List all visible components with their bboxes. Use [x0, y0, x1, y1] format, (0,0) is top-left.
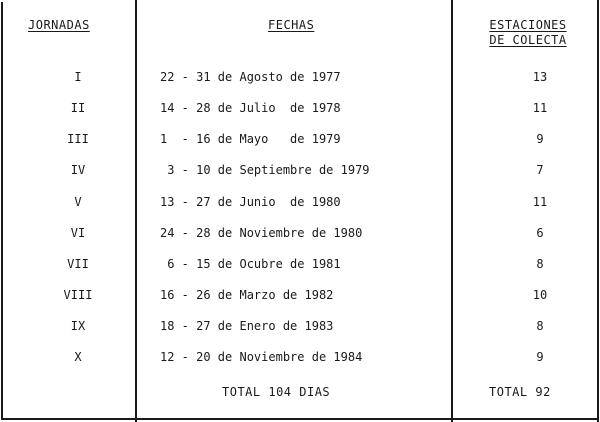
table-row-jornada: VIII	[63, 288, 93, 302]
table-row-fecha: 1 - 16 de Mayo de 1979	[160, 132, 341, 146]
table-row-estaciones: 9	[536, 350, 544, 364]
table-row-estaciones: 10	[532, 288, 548, 302]
table-row-estaciones: 11	[532, 195, 548, 209]
table-row-jornada: VII	[67, 257, 89, 271]
table-border-right	[597, 0, 599, 422]
table-row-fecha: 3 - 10 de Septiembre de 1979	[160, 163, 370, 177]
table-row-estaciones: 11	[532, 101, 548, 115]
table-row-fecha: 24 - 28 de Noviembre de 1980	[160, 226, 363, 240]
table-row-jornada: X	[74, 350, 82, 364]
header-estaciones-line2: DE COLECTA	[489, 33, 567, 47]
table-row-jornada: I	[74, 70, 82, 84]
table-row-jornada: IV	[70, 163, 86, 177]
table-border-bottom	[1, 418, 599, 420]
table-row-jornada: II	[70, 101, 86, 115]
table-row-estaciones: 9	[536, 132, 544, 146]
column-divider-jornadas	[135, 0, 137, 422]
header-fechas: FECHAS	[268, 18, 315, 32]
table-row-fecha: 18 - 27 de Enero de 1983	[160, 319, 334, 333]
table-row-jornada: V	[74, 195, 82, 209]
total-dias: TOTAL 104 DIAS	[222, 385, 331, 399]
table-row-estaciones: 6	[536, 226, 544, 240]
table-row-fecha: 12 - 20 de Noviembre de 1984	[160, 350, 363, 364]
table-row-fecha: 14 - 28 de Julio de 1978	[160, 101, 341, 115]
table-row-estaciones: 7	[536, 163, 544, 177]
table-row-estaciones: 8	[536, 257, 544, 271]
table-row-fecha: 22 - 31 de Agosto de 1977	[160, 70, 341, 84]
table-row-fecha: 16 - 26 de Marzo de 1982	[160, 288, 334, 302]
header-estaciones	[476, 18, 580, 48]
table-border-left	[1, 2, 3, 420]
table-row-fecha: 6 - 15 de Ocubre de 1981	[160, 257, 341, 271]
header-jornadas: JORNADAS	[28, 18, 90, 32]
table-row-jornada: IX	[70, 319, 86, 333]
table-row-estaciones: 8	[536, 319, 544, 333]
table-row-fecha: 13 - 27 de Junio de 1980	[160, 195, 341, 209]
total-estaciones: TOTAL 92	[489, 385, 551, 399]
header-estaciones-line1: ESTACIONES	[489, 18, 567, 32]
table-row-estaciones: 13	[532, 70, 548, 84]
table-row-jornada: VI	[70, 226, 86, 240]
table-row-jornada: III	[67, 132, 89, 146]
column-divider-fechas	[451, 0, 453, 422]
